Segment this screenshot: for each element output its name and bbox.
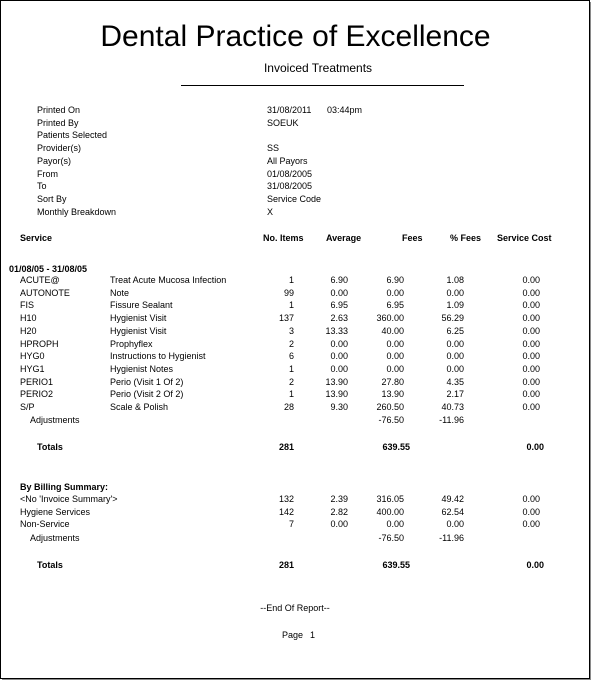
- row-average: 6.95: [330, 300, 348, 311]
- row-description: Hygienist Visit: [110, 325, 167, 336]
- row-service-cost: 0.00: [522, 275, 540, 285]
- billing-row-label: <No 'Invoice Summary'>: [20, 494, 118, 504]
- row-items: 2: [288, 376, 294, 387]
- row-fees: 0.00: [386, 287, 404, 298]
- billing-row-items: 7: [288, 519, 294, 530]
- row-average: 6.90: [330, 275, 348, 285]
- row-items: 2: [288, 338, 294, 349]
- param-label: To: [37, 181, 47, 192]
- adjustments-label: Adjustments: [30, 415, 80, 425]
- row-fees: 13.90: [381, 389, 404, 400]
- billing-row-items: 142: [278, 506, 294, 517]
- adjustments-pct: -11.96: [439, 415, 464, 425]
- row-code: H20: [20, 325, 37, 336]
- param-label: Printed By: [37, 117, 79, 128]
- end-of-report: --End Of Report--: [260, 603, 330, 613]
- row-code: S/P: [20, 402, 35, 412]
- row-description: Instructions to Hygienist: [110, 351, 206, 362]
- row-pct-fees: 0.00: [446, 338, 464, 349]
- row-fees: 0.00: [386, 363, 404, 374]
- row-description: Prophyflex: [110, 338, 153, 349]
- row-code: ACUTE@: [20, 275, 60, 285]
- page-label: Page: [282, 630, 304, 640]
- billing-row-fees: 400.00: [376, 506, 404, 517]
- row-fees: 27.80: [381, 376, 404, 387]
- row-code: HYG1: [20, 363, 45, 374]
- col-header-service-cost: Service Cost: [497, 233, 552, 243]
- row-description: Scale & Polish: [110, 402, 169, 412]
- billing-adjustments-label: Adjustments: [30, 533, 80, 543]
- billing-row-average: 2.82: [330, 506, 348, 517]
- row-average: 9.30: [330, 402, 348, 412]
- param-label: From: [37, 168, 58, 179]
- row-items: 1: [288, 363, 294, 374]
- row-code: HYG0: [20, 351, 45, 362]
- row-pct-fees: 0.00: [446, 363, 464, 374]
- row-service-cost: 0.00: [522, 287, 540, 298]
- billing-row-service-cost: 0.00: [522, 506, 540, 517]
- row-average: 0.00: [330, 287, 348, 298]
- param-value: 01/08/2005: [267, 168, 313, 179]
- col-header-average: Average: [326, 233, 362, 243]
- param-value: SS: [267, 143, 280, 154]
- row-items: 99: [283, 287, 294, 298]
- param-label: Patients Selected: [37, 130, 108, 141]
- row-description: Treat Acute Mucosa Infection: [110, 275, 227, 285]
- row-code: AUTONOTE: [20, 287, 70, 298]
- param-label: Payor(s): [37, 155, 72, 166]
- totals-label: Totals: [37, 442, 63, 452]
- row-pct-fees: 1.09: [446, 300, 464, 311]
- row-service-cost: 0.00: [522, 402, 540, 412]
- row-pct-fees: 1.08: [446, 275, 464, 285]
- row-items: 6: [288, 351, 294, 362]
- row-description: Note: [110, 287, 130, 298]
- row-average: 0.00: [330, 351, 348, 362]
- row-fees: 360.00: [376, 313, 404, 324]
- row-fees: 0.00: [386, 338, 404, 349]
- row-code: PERIO2: [20, 389, 54, 400]
- row-service-cost: 0.00: [522, 313, 540, 324]
- billing-totals-fees: 639.55: [382, 560, 410, 570]
- row-service-cost: 0.00: [522, 300, 540, 311]
- param-label: Sort By: [37, 193, 67, 204]
- billing-adjustments-pct: -11.96: [439, 533, 464, 543]
- row-service-cost: 0.00: [522, 389, 540, 400]
- row-fees: 6.90: [386, 275, 404, 285]
- row-service-cost: 0.00: [522, 351, 540, 362]
- param-label: Monthly Breakdown: [37, 206, 117, 217]
- row-items: 3: [288, 325, 294, 336]
- row-code: PERIO1: [20, 376, 54, 387]
- param-value: Service Code: [267, 193, 322, 204]
- row-pct-fees: 0.00: [446, 287, 464, 298]
- billing-row-fees: 316.05: [376, 494, 404, 504]
- col-header-service: Service: [20, 233, 53, 243]
- row-average: 0.00: [330, 338, 348, 349]
- row-pct-fees: 2.17: [446, 389, 464, 400]
- billing-summary-heading: By Billing Summary:: [20, 482, 109, 492]
- title-divider: [181, 85, 464, 86]
- row-fees: 6.95: [386, 300, 404, 311]
- billing-row-pct-fees: 0.00: [446, 519, 464, 530]
- row-code: FIS: [20, 300, 35, 311]
- row-service-cost: 0.00: [522, 338, 540, 349]
- row-description: Perio (Visit 1 Of 2): [110, 376, 184, 387]
- row-service-cost: 0.00: [522, 376, 540, 387]
- row-average: 0.00: [330, 363, 348, 374]
- billing-totals-label: Totals: [37, 560, 63, 570]
- billing-row-service-cost: 0.00: [522, 494, 540, 504]
- param-label: Printed On: [37, 105, 81, 115]
- row-pct-fees: 56.29: [441, 313, 464, 324]
- billing-row-service-cost: 0.00: [522, 519, 540, 530]
- billing-row-average: 2.39: [330, 494, 348, 504]
- row-items: 28: [283, 402, 294, 412]
- param-value: 31/08/2005: [267, 181, 313, 192]
- totals-items: 281: [278, 442, 294, 452]
- billing-row-pct-fees: 49.42: [441, 494, 464, 504]
- billing-row-label: Hygiene Services: [20, 506, 91, 517]
- row-items: 1: [288, 300, 294, 311]
- row-description: Fissure Sealant: [110, 300, 173, 311]
- param-label: Provider(s): [37, 143, 82, 154]
- row-fees: 0.00: [386, 351, 404, 362]
- row-fees: 40.00: [381, 325, 404, 336]
- page-number: 1: [310, 630, 316, 640]
- col-header-pct-fees: % Fees: [450, 233, 482, 243]
- period-heading: 01/08/05 - 31/08/05: [9, 264, 88, 274]
- billing-row-pct-fees: 62.54: [441, 506, 464, 517]
- param-value: X: [267, 206, 274, 217]
- totals-cost: 0.00: [526, 442, 544, 452]
- row-pct-fees: 0.00: [446, 351, 464, 362]
- row-pct-fees: 6.25: [446, 325, 464, 336]
- col-header-items: No. Items: [263, 233, 304, 243]
- row-fees: 260.50: [376, 402, 404, 412]
- report-subtitle: Invoiced Treatments: [263, 61, 373, 75]
- totals-fees: 639.55: [382, 442, 410, 452]
- report-title: Dental Practice of Excellence: [100, 20, 491, 53]
- row-pct-fees: 4.35: [446, 376, 464, 387]
- row-items: 137: [278, 313, 294, 324]
- param-value: SOEUK: [267, 117, 299, 128]
- row-items: 1: [288, 275, 294, 285]
- billing-adjustments-fees: -76.50: [378, 533, 404, 543]
- row-items: 1: [288, 389, 294, 400]
- billing-row-items: 132: [278, 494, 294, 504]
- row-description: Perio (Visit 2 Of 2): [110, 389, 184, 400]
- param-value: All Payors: [267, 155, 308, 166]
- billing-row-average: 0.00: [330, 519, 348, 530]
- param-value-time: 03:44pm: [327, 105, 363, 115]
- row-code: H10: [20, 313, 37, 324]
- param-value: 31/08/2011: [267, 105, 312, 115]
- row-description: Hygienist Notes: [110, 363, 174, 374]
- row-service-cost: 0.00: [522, 325, 540, 336]
- row-code: HPROPH: [20, 338, 59, 349]
- col-header-fees: Fees: [402, 233, 423, 243]
- row-pct-fees: 40.73: [441, 402, 464, 412]
- adjustments-fees: -76.50: [378, 415, 404, 425]
- billing-row-label: Non-Service: [20, 519, 70, 530]
- billing-totals-cost: 0.00: [526, 560, 544, 570]
- row-average: 13.90: [325, 376, 348, 387]
- row-average: 13.33: [325, 325, 348, 336]
- row-service-cost: 0.00: [522, 363, 540, 374]
- row-average: 13.90: [325, 389, 348, 400]
- billing-totals-items: 281: [278, 560, 294, 570]
- row-description: Hygienist Visit: [110, 313, 167, 324]
- row-average: 2.63: [330, 313, 348, 324]
- billing-row-fees: 0.00: [386, 519, 404, 530]
